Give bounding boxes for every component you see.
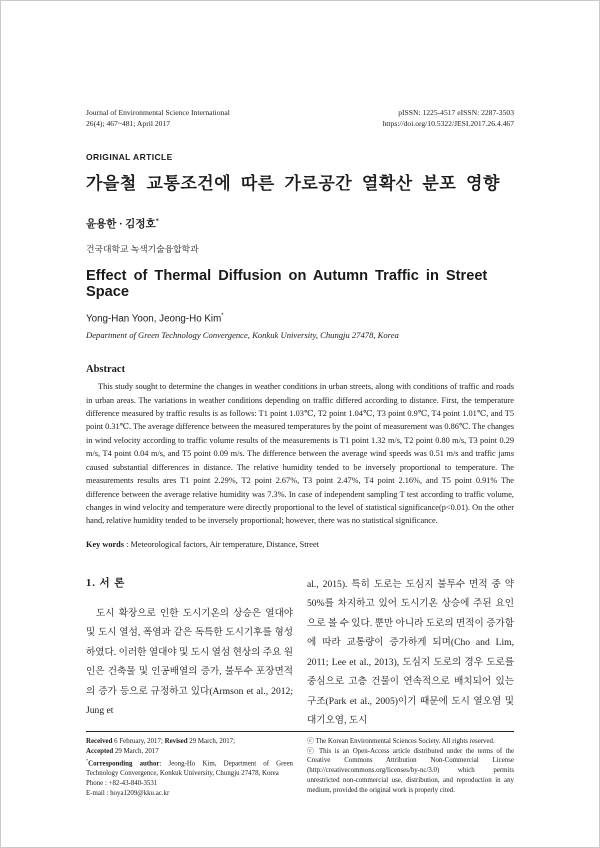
- article-title-english: Effect of Thermal Diffusion on Autumn Traffic in Street Space: [86, 268, 488, 300]
- received-line: [86, 738, 235, 745]
- keywords-line: [86, 540, 514, 549]
- page-header: [86, 107, 514, 129]
- article-title-korean: 가을철 교통조건에 따른 가로공간 열확산 분포 영향: [86, 174, 500, 193]
- authors-english: [86, 313, 514, 324]
- corresponding-mark: *: [86, 758, 89, 764]
- section-heading-intro: 1. 서 론: [86, 577, 126, 589]
- intro-paragraph-right: al., 2015). 특히 도로는 도심지 불투수 면적 중 약 50%를 차지하고 있어 도시기온 상승에 주된 요인으로 볼 수 있다. 뿐만 아니라 도로의 면적이 증가함에 따라 교통량이 증가하게 되며(Cho and Lim, 2011; Lee et al., 2013), 도심지 도로의 경우 도로를 중심으로 고층 건물이 연속적으로 배치되어 있는 구조(Park et al., 2005)이기 때문에 도시 열오염 및 대기오염, 도시: [307, 578, 514, 727]
- journal-info: [86, 107, 230, 129]
- issn-doi-block: [383, 107, 515, 129]
- corresponding-label: Corresponding author: [88, 760, 160, 768]
- authors-korean: [86, 216, 514, 231]
- revised-text: 29 March, 2017;: [187, 737, 236, 745]
- copyright-line-1: ⓒ The Korean Environmental Sciences Society. All rights reserved.: [307, 737, 495, 745]
- doi-line: https://doi.org/10.5322/JESI.2017.26.4.467: [382, 119, 514, 128]
- issn-line: pISSN: 1225-4517 eISSN: 2287-3503: [398, 108, 514, 117]
- abstract-heading: Abstract: [86, 364, 126, 376]
- left-column: [86, 575, 293, 731]
- accepted-text: 29 March, 2017: [113, 747, 159, 755]
- accepted-label: Accepted: [86, 747, 114, 755]
- email-line: E-mail : hoya1209@kku.ac.kr: [86, 790, 170, 798]
- keywords-label: Key words: [86, 539, 125, 549]
- footnote-right: [307, 737, 514, 799]
- authors-korean-names: 윤용한 · 김정호: [86, 219, 156, 230]
- journal-name: Journal of Environmental Science International: [86, 108, 230, 117]
- footnote-left: [86, 737, 293, 799]
- abstract-text: This study sought to determine the changes in weather conditions in urban streets, along with conditions of traffic and roads in urban areas. The variations in weather conditions depending on traffic differed according to distance. First, the temperature difference measured by traffic results is as follows: T1 point 1.03℃, T2 point 1.04℃, T3 point 0.9℃, T4 point 1.01℃, and T5 point 0.31℃. The average difference between the measured temperatures by the point of measurement was 0.86℃. The changes in wind velocity according to traffic volume results of the measurements is T1 point 1.32 m/s, T2 point 0.80 m/s, T3 point 0.29 m/s, T4 point 0.04 m/s, and T5 point 0.09 m/s. The difference between the average wind speeds was 0.51 m/s and traffic jams caused substantial differences in distance. The relative humidity tended to be inversely proportional to temperature. The measurements results ares T1 point 2.29%, T2 point 2.67%, T3 point 2.47%, T4 point 2.16%, and T5 point 0.91% The difference between the average relative humidity was 7.3%. In case of independent sampling T test according to traffic volume, changes in wind velocity and temperature were directly proportional to the level of statistical significance(p<0.01). On the other hand, relative humidity tended to be inversely proportional; however, there was no statistical significance.: [86, 382, 514, 526]
- corresponding-author-mark-en: *: [221, 313, 224, 319]
- footnote-divider: [86, 731, 514, 732]
- corresponding-line: [86, 756, 293, 779]
- issue-info: 26(4); 467~481; April 2017: [86, 119, 171, 128]
- right-column: [307, 575, 514, 731]
- article-type-label: ORIGINAL ARTICLE: [86, 152, 173, 162]
- phone-line: Phone : +82-43-840-3531: [86, 780, 158, 788]
- corresponding-author-mark: *: [155, 217, 159, 225]
- affiliation-korean: 건국대학교 녹색기술융합학과: [86, 244, 199, 254]
- corresponding-text: : Jeong-Ho Kim, Department of Green Technology Convergence, Konkuk University, Chungju 27478, Korea: [86, 760, 293, 778]
- authors-english-names: Yong-Han Yoon, Jeong-Ho Kim: [86, 313, 222, 325]
- keywords-text: : Meteorological factors, Air temperature, Distance, Street: [124, 539, 319, 549]
- affiliation-english: Department of Green Technology Convergence, Konkuk University, Chungju 27478, Korea: [86, 330, 399, 341]
- footnotes: [86, 737, 514, 799]
- accepted-line: [86, 747, 293, 757]
- copyright-line-2: ⓒ This is an Open-Access article distributed under the terms of the Creative Commons Attribution Non-Commercial License (http://creativecommons.org/licenses/by-nc/3.0) which permits unrestricted non-commercial use, distribution, and reproduction in any medium, provided the original work is properly cited.: [307, 747, 514, 794]
- received-text: 6 February, 2017;: [112, 737, 165, 745]
- received-label: Received: [86, 737, 113, 745]
- intro-paragraph-left: 도시 확장으로 인한 도시기온의 상승은 열대야 및 도시 열섬, 폭염과 같은 독특한 도시기후를 형성하였다. 이러한 열대야 및 도시 열섬 현상의 주요 원인은 건축물 및 인공배열의 증가, 불투수 포장면적의 증가 등으로 규정하고 있다(Armson et al., 2012; Jung et: [86, 607, 293, 717]
- revised-label: Revised: [164, 737, 188, 745]
- body-columns: [86, 575, 514, 731]
